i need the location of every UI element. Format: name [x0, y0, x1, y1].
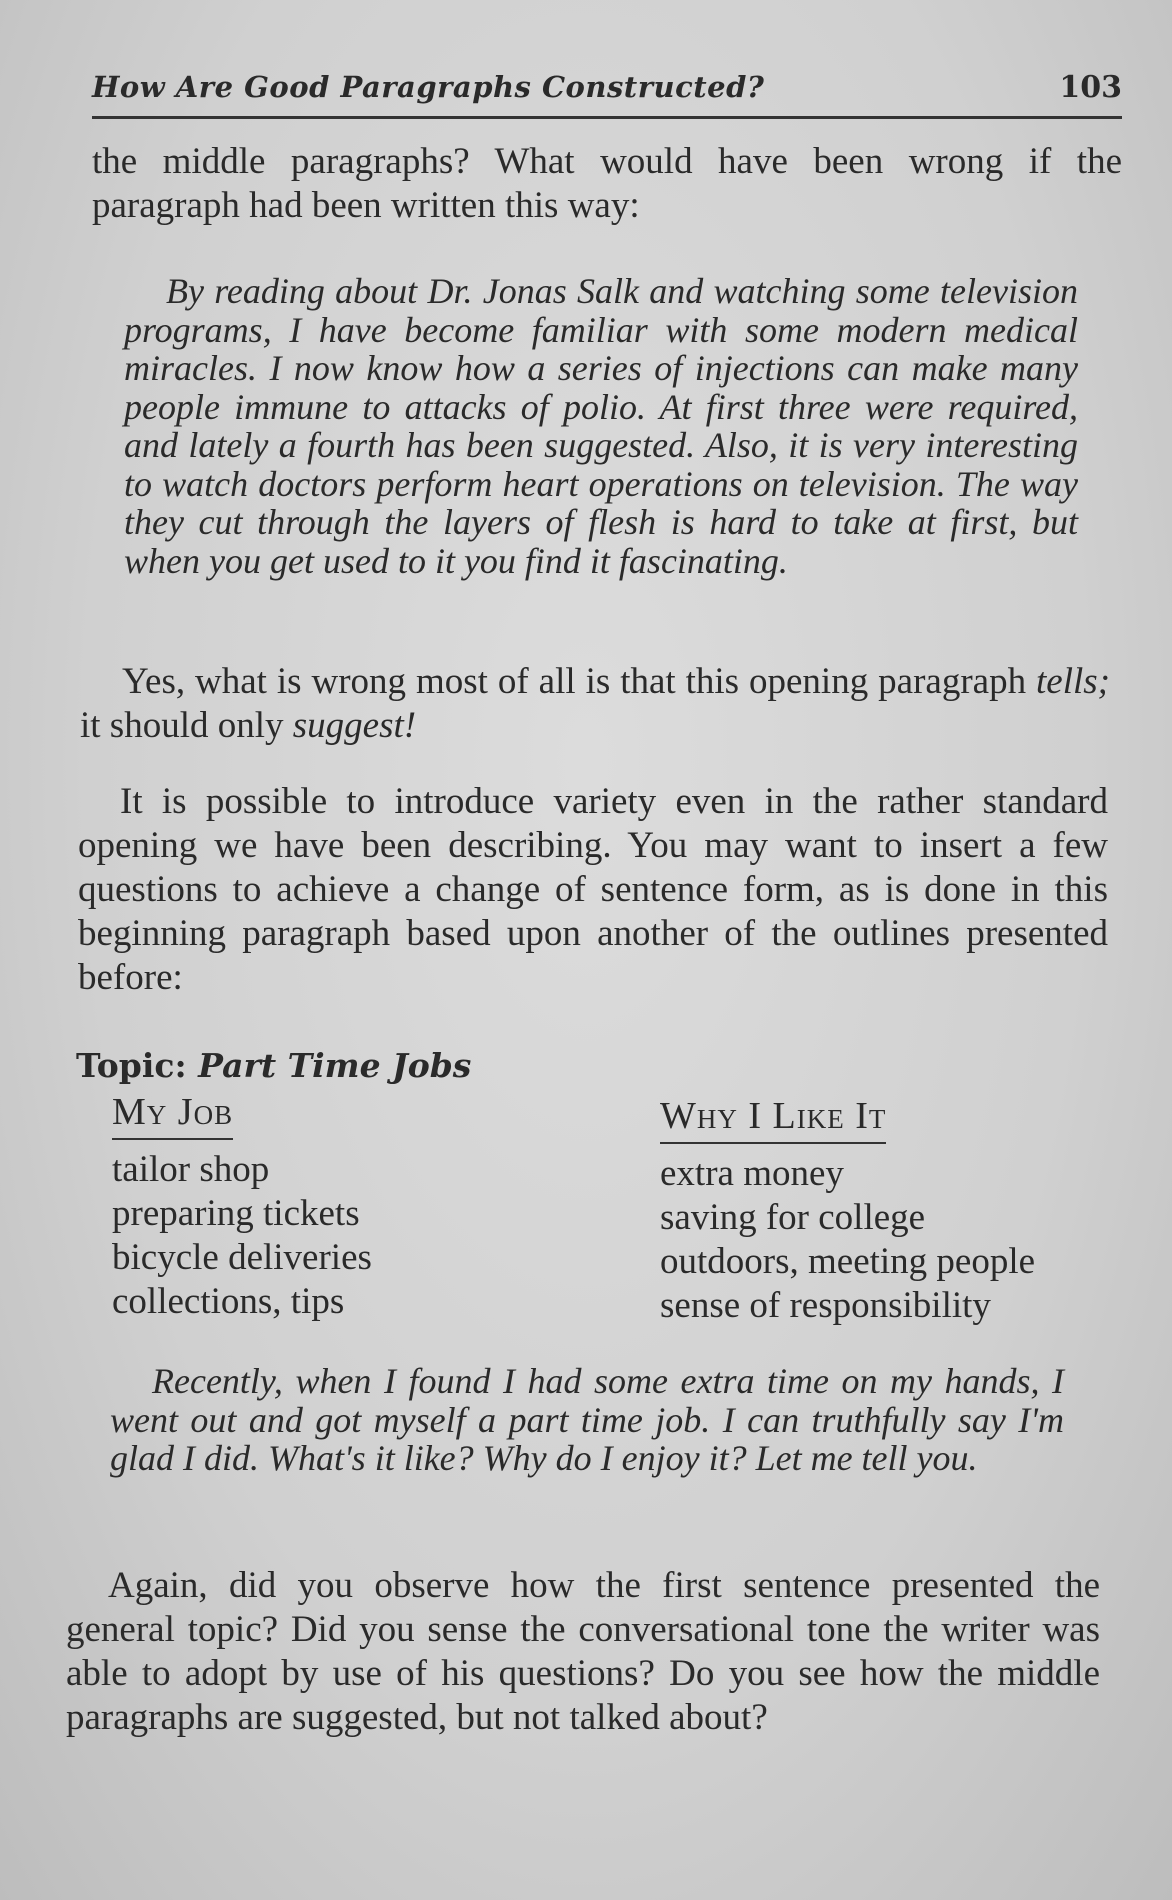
p2-suggest: suggest! [292, 705, 417, 746]
running-header [92, 66, 1122, 119]
topic-label: Topic: [76, 1046, 199, 1085]
column-heading-why-i-like-it: Why I Like It [660, 1094, 886, 1144]
page-number: 103 [1059, 70, 1122, 105]
outline-item: preparing tickets [112, 1193, 360, 1234]
outline-item: saving for college [660, 1197, 926, 1238]
topic-name: Part Time Jobs [198, 1046, 472, 1085]
outline-item: outdoors, meeting people [660, 1241, 1036, 1282]
example-paragraph-part-time-job: Recently, when I found I had some extra time on my hands, I went out and got myself a part time job. I can truthfully say I'm glad I did. What's it like? Why do I enjoy it? Let me tell you. [110, 1361, 1064, 1478]
paragraph-variety: It is possible to introduce variety even in the rather standard opening we have been describing. You may want to insert a few questions to achieve a change of sentence form, as is done in this beginning paragraph based upon another of the outlines presented before: [78, 781, 1108, 998]
outline-item: extra money [660, 1153, 844, 1194]
paragraph-conclusion: Again, did you observe how the first sentence presented the general topic? Did you sense the conversational tone the writer was able to adopt by use of his questions? Do you see how the middle paragraphs are suggested, but not talked about? [66, 1565, 1100, 1738]
p2-start: Yes, what is wrong most of all is that this opening paragraph [122, 661, 1037, 702]
outline-item: sense of responsibility [660, 1285, 991, 1326]
outline-item: tailor shop [112, 1149, 270, 1190]
outline-item: collections, tips [112, 1281, 345, 1322]
p2-tells: tells; [1036, 661, 1110, 702]
outline-item: bicycle deliveries [112, 1237, 372, 1278]
outline-column-why-i-like-it [660, 1094, 1120, 1328]
p2-mid: it should only [80, 705, 293, 746]
outline-column-my-job [112, 1090, 572, 1324]
running-title: How Are Good Paragraphs Constructed? [92, 70, 765, 104]
example-paragraph-salk: By reading about Dr. Jonas Salk and watching some television programs, I have become familiar with some modern medical miracles. I now know how a series of injections can make many people immune to attacks of polio. At first three were required, and lately a fourth has been suggested. Also, it is very interesting to watch doctors perform heart operations on television. The way they cut through the layers of flesh is hard to take at first, but when you get used to it you find it fascinating. [124, 271, 1078, 581]
column-heading-my-job: My Job [112, 1090, 233, 1140]
topic-heading [76, 1046, 471, 1085]
paragraph-intro: the middle paragraphs? What would have been wrong if the paragraph had been written this way: [92, 141, 1122, 226]
paragraph-tells-suggest [80, 660, 1110, 748]
